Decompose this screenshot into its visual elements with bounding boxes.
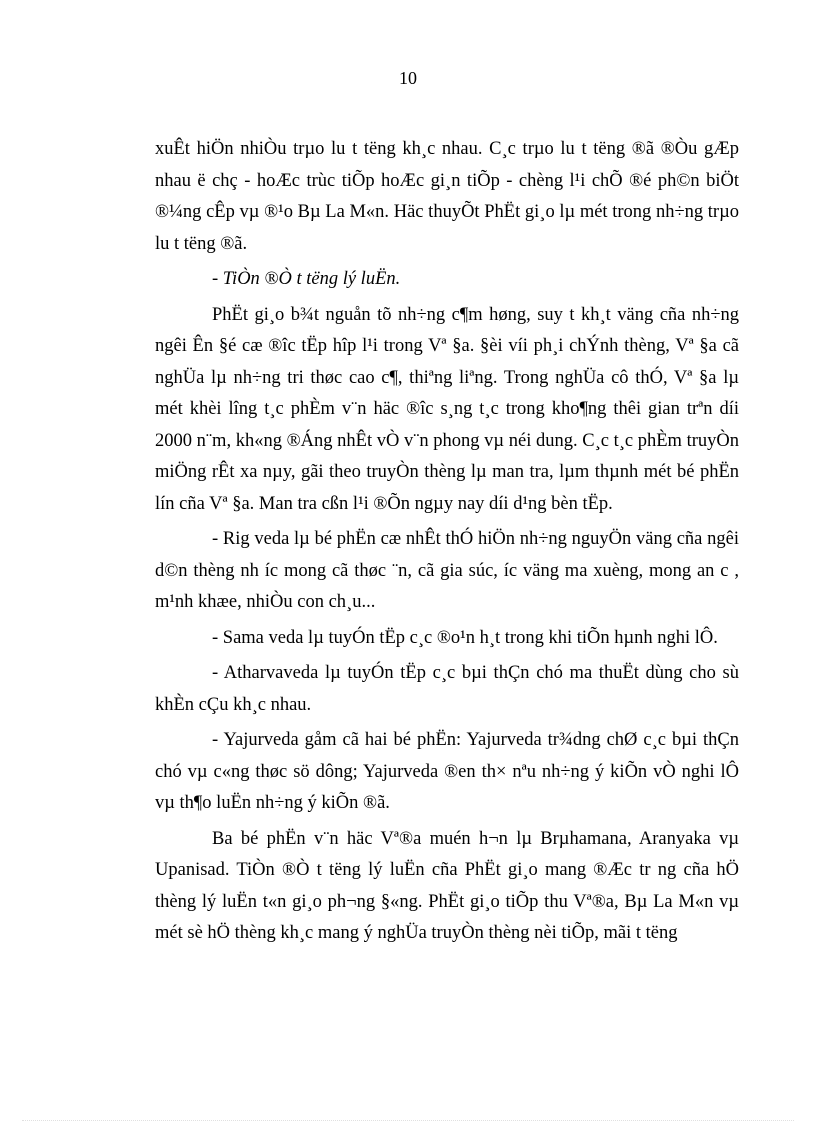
list-item-yajurveda: - Yajurveda gåm cã hai bé phËn: Yajurveda tr¾dng chØ c¸c bµi thÇn chó vµ c«ng thøc sö dông; Yajurveda ®en th× nªu nh÷ng ý kiÕn vÒ nghi lÔ vµ th¶o luËn nh÷ng ý kiÕn ®ã. xyxy=(155,730,739,813)
section-heading-premises: - TiÒn ®Ò t tëng lý luËn. xyxy=(212,269,401,289)
body-text xyxy=(155,134,739,954)
page-number: 10 xyxy=(399,68,417,88)
bottom-dotted-rule xyxy=(22,1120,794,1121)
paragraph-origins: PhËt gi¸o b¾t nguån tõ nh÷ng c¶m høng, suy t kh¸t väng cña nh÷ng ngêi Ên §é cæ ®îc tËp hîp l¹i trong Vª §a. §èi víi ph¸i chÝnh thèng, Vª §a cã nghÜa lµ nh÷ng tri thøc cao c¶, thiªng liªng. Trong nghÜa cô thÓ, Vª §a lµ mét khèi lîng t¸c phÈm v¨n häc ®îc s¸ng t¸c trong kho¶ng thêi gian trªn díi 2000 n¨m, kh«ng ®Áng nhÊt vÒ v¨n phong vµ néi dung. C¸c t¸c phÈm truyÒn miÖng rÊt xa nµy, gãi theo truyÒn thèng lµ man tra, lµm thµnh mét bé phËn lín cña Vª §a. Man tra cßn l¹i ®Õn ngµy nay díi d¹ng bèn tËp. xyxy=(155,304,739,514)
list-item-atharvaveda: - Atharvaveda lµ tuyÓn tËp c¸c bµi thÇn chó ma thuËt dùng cho sù khÈn cÇu kh¸c nhau. xyxy=(155,663,739,715)
paragraph-later-literature: Ba bé phËn v¨n häc Vª®a muén h¬n lµ Brµhamana, Aranyaka vµ Upanisad. TiÒn ®Ò t tëng lý luËn cña PhËt gi¸o mang ®Æc tr ng cña hÖ thèng lý luËn t«n gi¸o ph¬ng §«ng. PhËt gi¸o tiÕp thu Vª®a, Bµ La M«n vµ mét sè hÖ thèng kh¸c mang ý nghÜa truyÒn thèng nèi tiÕp, mãi t tëng xyxy=(155,828,739,943)
list-item-rig-veda: - Rig veda lµ bé phËn cæ nhÊt thÓ hiÖn nh÷ng nguyÖn väng cña ngêi d©n thèng nh íc mong cã thøc ¨n, cã gia súc, íc väng ma xuèng, mong an c , m¹nh khæe, nhiÒu con ch¸u... xyxy=(155,529,739,612)
list-item-sama-veda: - Sama veda lµ tuyÓn tËp c¸c ®o¹n h¸t trong khi tiÕn hµnh nghi lÔ. xyxy=(212,627,718,648)
paragraph-continuation: xuÊt hiÖn nhiÒu trµo lu t tëng kh¸c nhau. C¸c trµo lu t tëng ®ã ®Òu gÆp nhau ë chç - hoÆc trùc tiÕp hoÆc gi¸n tiÕp - chèng l¹i chÕ ®é ph©n biÖt ®¼ng cÊp vµ ®¹o Bµ La M«n. Häc thuyÕt PhËt gi¸o lµ mét trong nh÷ng trµo lu t tëng ®ã. xyxy=(155,139,739,254)
